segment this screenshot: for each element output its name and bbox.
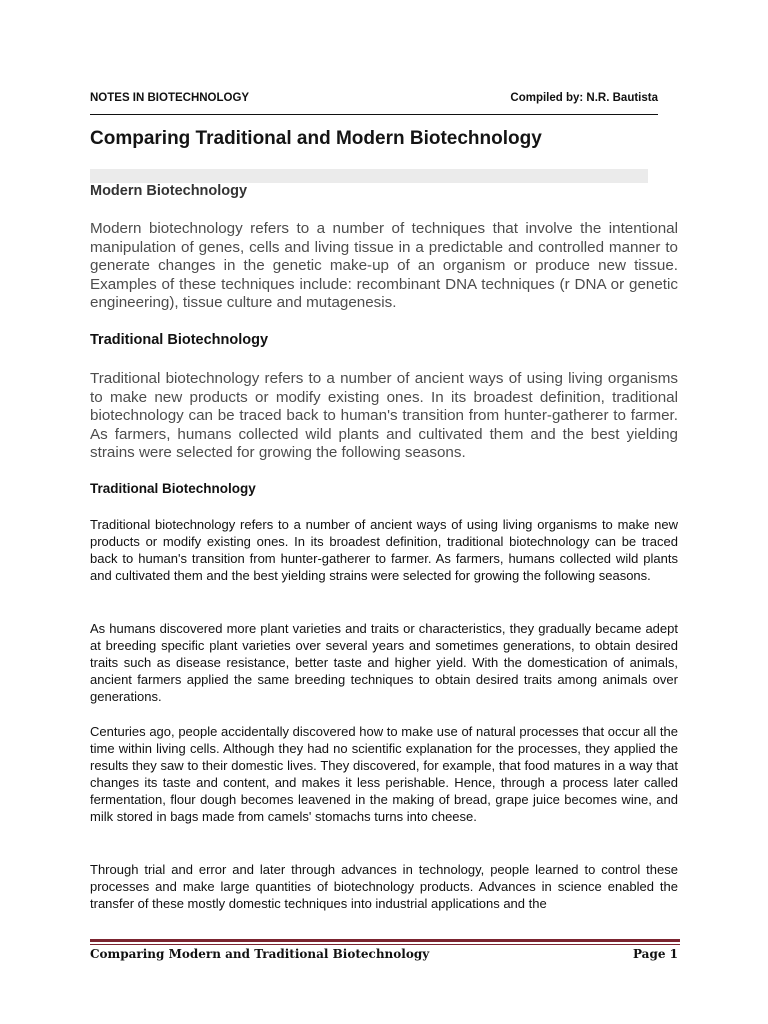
traditional-biotech-subheading: Traditional Biotechnology [90,481,256,496]
traditional-detail-paragraph-1: Traditional biotechnology refers to a number of ancient ways of using living organisms to make new products or modify existing ones. In its broadest definition, traditional biotechnology can be traced back to human's transition from hunter-gatherer to farmer. As farmers, humans collected wild plants and cultivated them and the best yielding strains were selected for growing the following seasons. [90,517,678,583]
traditional-detail-paragraph-4: Through trial and error and later through advances in technology, people learned to control these processes and make large quantities of biotechnology products. Advances in science enabled the transfer of these mostly domestic techniques into industrial applications and the [90,862,678,911]
footer-page-number: Page 1 [632,947,678,961]
document-title: Comparing Traditional and Modern Biotechnology [90,128,542,149]
heading-highlight-band [90,169,648,183]
modern-biotech-paragraph: Modern biotechnology refers to a number of techniques that involve the intentional manipulation of genes, cells and living tissue in a predictable and controlled manner to generate changes in the genetic make-up of an organism or produce new tissue. Examples of these techniques include: recombinant DNA techniques (r DNA or genetic engineering), tissue culture and mutagenesis. [90,220,678,311]
footer-rule-thick [90,939,680,942]
traditional-detail-paragraph-2: As humans discovered more plant varieties and traits or characteristics, they gradually became adept at breeding specific plant varieties over several years and sometimes generations, to obtain desired traits such as disease resistance, better taste and higher yield. With the domestication of animals, ancient farmers applied the same breeding techniques to obtain desired traits among animals over generations. [90,621,678,704]
page-header [90,92,658,115]
traditional-biotech-intro-paragraph: Traditional biotechnology refers to a number of ancient ways of using living organisms to make new products or modify existing ones. In its broadest definition, traditional biotechnology can be traced back to human's transition from hunter-gatherer to farmer. As farmers, humans collected wild plants and cultivated them and the best yielding strains were selected for growing the following seasons. [90,370,678,461]
footer-rule-thin [90,944,680,945]
header-author: Compiled by: N.R. Bautista [510,92,658,104]
header-course-title: NOTES IN BIOTECHNOLOGY [90,92,250,104]
footer-document-title: Comparing Modern and Traditional Biotechnology [90,947,430,961]
modern-biotech-heading: Modern Biotechnology [90,183,248,199]
traditional-biotech-heading: Traditional Biotechnology [90,332,269,348]
traditional-detail-paragraph-3: Centuries ago, people accidentally discovered how to make use of natural processes that occur all the time within living cells. Although they had no scientific explanation for the processes, they applied the results they saw to their domestic lives. They discovered, for example, that food matures in a way that changes its taste and content, and makes it less perishable. Hence, through a process later called fermentation, flour dough becomes leavened in the making of bread, grape juice becomes wine, and milk stored in bags made from camels' stomachs turns into cheese. [90,724,678,824]
